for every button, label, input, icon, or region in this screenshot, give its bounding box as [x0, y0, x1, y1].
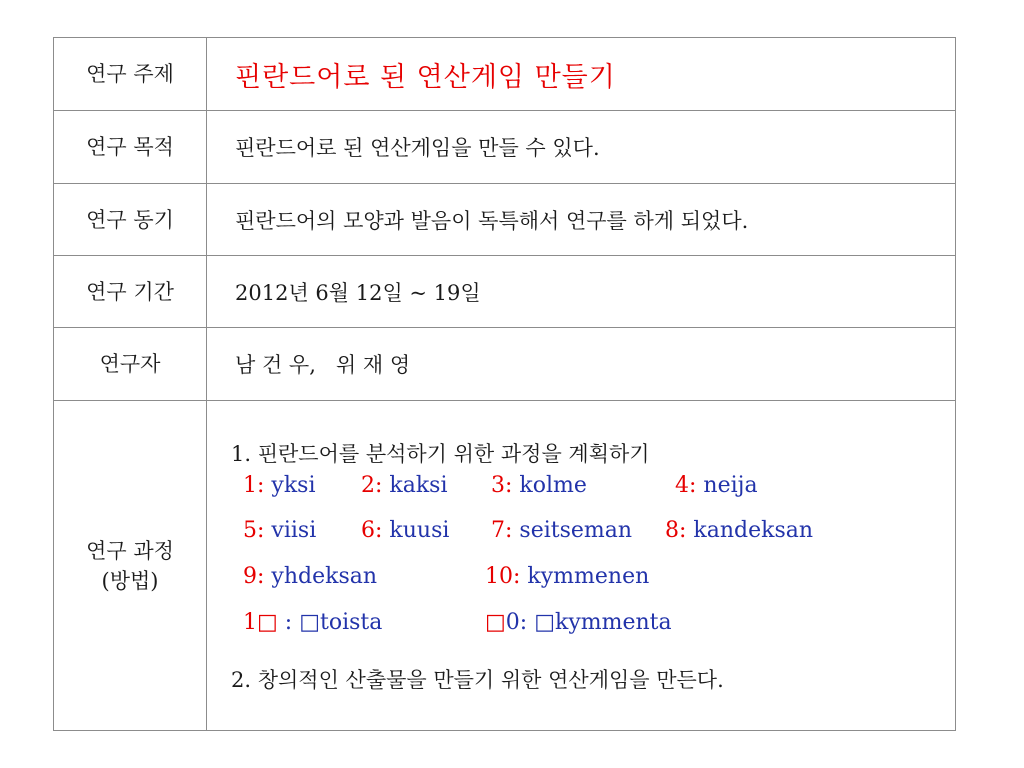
process-label-line2: (방법)	[101, 568, 159, 593]
number-key: □	[485, 609, 506, 635]
number-key: 6	[361, 517, 375, 543]
row-purpose	[54, 111, 956, 184]
researchers-value: 남 건 우, 위 재 영	[207, 328, 956, 401]
number-item	[361, 471, 448, 501]
researchers-label: 연구자	[54, 328, 207, 401]
row-period	[54, 256, 956, 328]
number-separator: :	[375, 517, 390, 543]
period-label: 연구 기간	[54, 256, 207, 328]
number-key: 2	[361, 472, 375, 498]
number-word: kandeksan	[693, 517, 814, 543]
number-word: □kymmenta	[534, 609, 672, 635]
number-word: yhdeksan	[271, 563, 378, 589]
number-item	[243, 562, 377, 592]
number-word: kuusi	[389, 517, 450, 543]
number-item	[243, 516, 316, 546]
number-key: 8	[665, 517, 679, 543]
number-item	[665, 516, 813, 546]
number-separator: :	[277, 609, 300, 635]
number-item	[485, 562, 649, 592]
number-key: 7	[491, 517, 505, 543]
number-item	[491, 516, 632, 546]
number-word: seitseman	[519, 517, 633, 543]
number-separator: :	[513, 563, 528, 589]
number-word: □toista	[299, 609, 383, 635]
number-key: 1□	[243, 609, 278, 635]
process-label	[54, 401, 207, 731]
period-value: 2012년 6월 12일 ~ 19일	[207, 256, 956, 328]
process-content	[207, 401, 956, 731]
number-item	[491, 471, 587, 501]
number-separator: :	[375, 472, 390, 498]
purpose-label: 연구 목적	[54, 111, 207, 184]
number-word: yksi	[271, 472, 316, 498]
research-plan-table	[53, 37, 956, 731]
number-separator: 0:	[505, 609, 535, 635]
number-key: 5	[243, 517, 257, 543]
number-item	[485, 608, 672, 638]
process-step-2: 2. 창의적인 산출물을 만들기 위한 연산게임을 만든다.	[231, 667, 724, 692]
row-researchers	[54, 328, 956, 401]
number-separator: :	[257, 563, 272, 589]
number-item	[361, 516, 449, 546]
number-separator: :	[679, 517, 694, 543]
number-key: 1	[243, 472, 257, 498]
row-motive	[54, 184, 956, 256]
number-word: viisi	[271, 517, 317, 543]
process-step-1: 1. 핀란드어를 분석하기 위한 과정을 계획하기	[231, 441, 650, 466]
number-item	[675, 471, 758, 501]
number-word: neija	[703, 472, 758, 498]
process-label-line1: 연구 과정	[86, 538, 174, 563]
number-word: kymmenen	[527, 563, 650, 589]
number-separator: :	[689, 472, 704, 498]
topic-value-cell	[207, 38, 956, 111]
purpose-value: 핀란드어로 된 연산게임을 만들 수 있다.	[207, 111, 956, 184]
number-item	[243, 471, 316, 501]
number-key: 3	[491, 472, 505, 498]
number-separator: :	[257, 472, 272, 498]
topic-label: 연구 주제	[54, 38, 207, 111]
row-topic	[54, 38, 956, 111]
number-key: 10	[485, 563, 513, 589]
number-word: kaksi	[389, 472, 448, 498]
number-item	[243, 608, 382, 638]
row-process	[54, 401, 956, 731]
number-separator: :	[505, 472, 520, 498]
number-word: kolme	[519, 472, 587, 498]
motive-value: 핀란드어의 모양과 발음이 독특해서 연구를 하게 되었다.	[207, 184, 956, 256]
finnish-numbers-grid	[231, 471, 955, 651]
motive-label: 연구 동기	[54, 184, 207, 256]
number-key: 9	[243, 563, 257, 589]
number-key: 4	[675, 472, 689, 498]
topic-value: 핀란드어로 된 연산게임 만들기	[235, 61, 616, 93]
number-separator: :	[505, 517, 520, 543]
number-separator: :	[257, 517, 272, 543]
